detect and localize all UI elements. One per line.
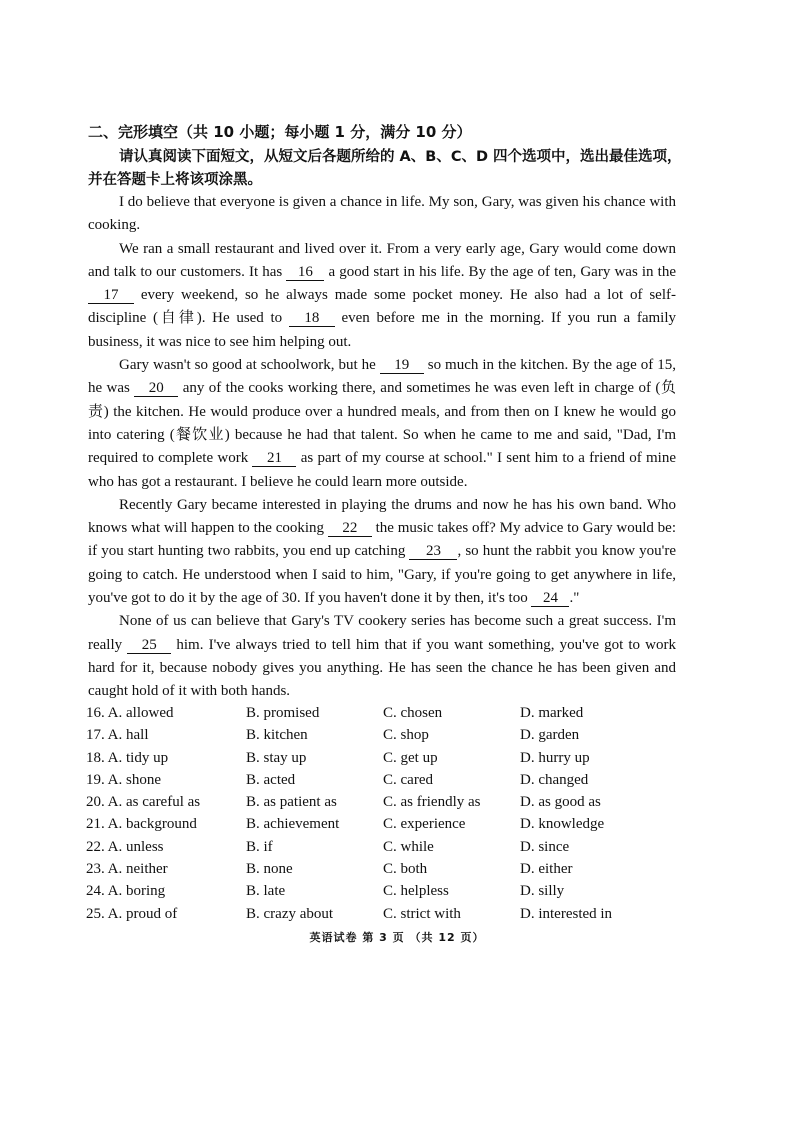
option-23-c: C. both (383, 861, 428, 878)
option-22-c: C. while (383, 838, 434, 855)
option-18-b: B. stay up (246, 749, 307, 766)
question-18-options (86, 750, 686, 772)
option-19-a: 19. A. shone (86, 771, 161, 788)
option-16-b: B. promised (246, 705, 320, 721)
option-24-d: D. silly (520, 883, 565, 900)
blank-24: 24 (531, 590, 569, 607)
blank-17: 17 (88, 287, 134, 304)
option-16-c: C. chosen (383, 705, 443, 721)
question-23-options (86, 861, 686, 883)
question-16-options (86, 705, 686, 727)
blank-16: 16 (286, 264, 324, 281)
question-25-options (86, 906, 686, 928)
passage-paragraph-3: Gary wasn't so good at schoolwork, but he 19 so much in the kitchen. By the age of 15, he was 20 any of the cooks working there, and sometimes he was even left in charge of (负责) the kitchen. He would produce over a hundred meals, and from then on I knew he would go into catering (餐饮业) because he had that talent. So when he came to me and said, "Dad, I'm required to complete work 21 as part of my course at school." I sent him to a friend of mine who has got a restaurant. I believe he could learn more outside. (88, 357, 676, 490)
option-17-c: C. shop (383, 727, 429, 744)
option-20-c: C. as friendly as (383, 794, 481, 811)
option-19-d: D. changed (520, 771, 589, 788)
option-23-d: D. either (520, 861, 573, 878)
cloze-passage (88, 191, 676, 704)
section-instructions: 请认真阅读下面短文，从短文后各题所给的 A、B、C、D 四个选项中，选出最佳选项，并在答题卡上将该项涂黑。 (88, 149, 682, 188)
question-22-options (86, 839, 686, 861)
option-21-c: C. experience (383, 816, 466, 833)
option-23-b: B. none (246, 861, 293, 878)
question-17-options (86, 727, 686, 749)
option-20-d: D. as good as (520, 794, 601, 811)
option-16-a: 16. A. allowed (86, 705, 174, 721)
option-24-c: C. helpless (383, 883, 449, 900)
option-24-a: 24. A. boring (86, 883, 166, 900)
blank-19: 19 (380, 357, 424, 374)
option-17-b: B. kitchen (246, 727, 308, 744)
option-22-d: D. since (520, 838, 570, 855)
option-20-a: 20. A. as careful as (86, 794, 201, 811)
passage-paragraph-1: I do believe that everyone is given a chance in life. My son, Gary, was given his chance with cooking. (88, 194, 676, 234)
option-21-d: D. knowledge (520, 816, 605, 833)
question-21-options (86, 816, 686, 838)
question-20-options (86, 794, 686, 816)
passage-paragraph-4: Recently Gary became interested in playing the drums and now he has his own band. Who knows what will happen to the cooking 22 the music takes off? My advice to Gary would be: if you start hunting two rabbits, you end up catching 23 , so hunt the rabbit you know you're going to catch. He understood when I said to him, "Gary, if you're going to get anywhere in life, you've got to do it by the age of 30. If you haven't done it by then, it's too 24 ." (88, 496, 676, 607)
option-19-c: C. cared (383, 771, 433, 788)
passage-paragraph-5: None of us can believe that Gary's TV cookery series has become such a great success. I'm really 25 him. I've always tried to tell him that if you want something, you've got to work hard for it, because nobody gives you anything. He has seen the chance he has been given and caught hold of it with both hands. (88, 613, 676, 700)
option-18-d: D. hurry up (520, 749, 590, 766)
option-16-d: D. marked (520, 705, 584, 721)
option-17-a: 17. A. hall (86, 727, 149, 744)
option-21-b: B. achievement (246, 816, 340, 833)
question-19-options (86, 772, 686, 794)
blank-21: 21 (252, 450, 296, 467)
option-20-b: B. as patient as (246, 794, 337, 811)
blank-22: 22 (328, 520, 372, 537)
option-22-b: B. if (246, 838, 273, 855)
answer-options (86, 705, 686, 928)
option-17-d: D. garden (520, 727, 580, 744)
option-21-a: 21. A. background (86, 816, 197, 833)
section-title: 二、完形填空（共 10 小题；每小题 1 分，满分 10 分） (88, 123, 472, 141)
option-22-a: 22. A. unless (86, 838, 164, 855)
option-25-a: 25. A. proud of (86, 905, 178, 922)
option-23-a: 23. A. neither (86, 861, 168, 878)
option-24-b: B. late (246, 883, 286, 900)
option-25-b: B. crazy about (246, 905, 334, 922)
passage-paragraph-2: We ran a small restaurant and lived over it. From a very early age, Gary would come down and talk to our customers. It has 16 a good start in his life. By the age of ten, Gary was in the 17 every weekend, so he always made some pocket money. He also had a lot of self-discipline (自律). He used to 18 even before me in the morning. If you run a family business, it was nice to see him helping out. (88, 240, 676, 350)
option-18-c: C. get up (383, 749, 438, 766)
option-19-b: B. acted (246, 771, 296, 788)
blank-20: 20 (134, 380, 178, 397)
blank-23: 23 (409, 543, 457, 560)
option-18-a: 18. A. tidy up (86, 749, 169, 766)
blank-25: 25 (127, 637, 171, 654)
question-24-options (86, 883, 686, 905)
blank-18: 18 (289, 310, 335, 327)
option-25-d: D. interested in (520, 905, 613, 922)
page-footer: 英语试卷 第 3 页 （共 12 页） (309, 931, 485, 944)
option-25-c: C. strict with (383, 905, 461, 922)
